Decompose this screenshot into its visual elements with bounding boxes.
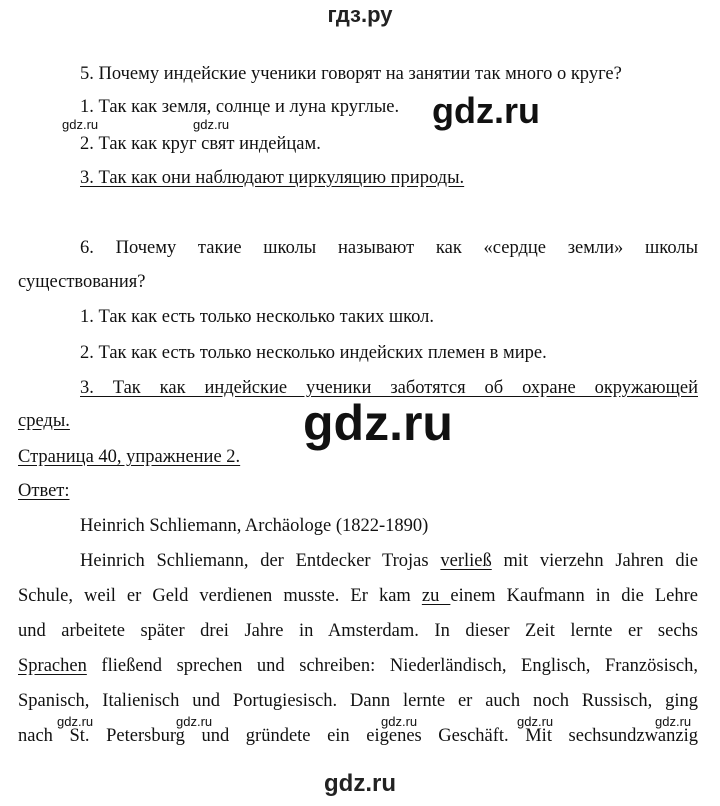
underlined-word: Sprachen — [18, 656, 87, 676]
q5-option-3-answer: 3. Так как они наблюдают циркуляцию природы. — [80, 168, 465, 188]
paragraph-line-4 — [18, 655, 698, 677]
paragraph-line-3: und arbeitete später drei Jahre in Amsterdam. In dieser Zeit lernte er sechs — [18, 621, 698, 641]
watermark-small: gdz.ru — [193, 117, 230, 132]
watermark-small: gdz.ru — [381, 714, 418, 729]
watermark-large: gdz.ru — [303, 395, 453, 451]
page-reference: Страница 40, упражнение 2. — [18, 447, 241, 467]
answer-label: Ответ: — [18, 481, 70, 501]
watermark-small: gdz.ru — [517, 714, 554, 729]
paragraph-line-2 — [18, 585, 698, 607]
paragraph-line-5: Spanisch, Italienisch und Portugiesisch. Dann lernte er auch noch Russisch, ging — [18, 691, 698, 711]
underlined-word: zu — [421, 586, 451, 606]
q5-option-1: 1. Так как земля, солнце и луна круглые. — [80, 97, 400, 117]
question-6-line-2: существования? — [18, 272, 146, 292]
q6-option-2: 2. Так как есть только несколько индейских племен в мире. — [80, 343, 547, 363]
paragraph-line-1 — [80, 550, 698, 572]
text-title: Heinrich Schliemann, Archäologe (1822-1890) — [80, 516, 429, 536]
footer-watermark: gdz.ru — [324, 770, 396, 797]
site-header: гдз.ру — [327, 2, 393, 27]
watermark-small: gdz.ru — [62, 117, 99, 132]
text-segment: Schule, weil er Geld verdienen musste. Er kam — [18, 586, 422, 606]
text-segment: mit vierzehn Jahren die — [491, 551, 698, 571]
watermark-small: gdz.ru — [57, 714, 94, 729]
text-segment: Heinrich Schliemann, der Entdecker Trojas — [80, 551, 441, 571]
q6-option-1: 1. Так как есть только несколько таких школ. — [80, 307, 435, 327]
watermark-small: gdz.ru — [176, 714, 213, 729]
watermark-small: gdz.ru — [655, 714, 692, 729]
q6-option-3-answer-line-2: среды. — [18, 411, 70, 431]
question-5: 5. Почему индейские ученики говорят на занятии так много о круге? — [80, 64, 622, 84]
paragraph-line-6: nach St. Petersburg und gründete ein eigenes Geschäft. Mit sechsundzwanzig — [18, 726, 698, 746]
text-segment: einem Kaufmann in die Lehre — [450, 586, 698, 606]
watermark-large: gdz.ru — [432, 90, 540, 131]
q5-option-2: 2. Так как круг свят индейцам. — [80, 134, 321, 154]
q6-option-3-answer-line-1: 3. Так как индейские ученики заботятся об охране окружающей — [80, 378, 698, 398]
question-6-line-1: 6. Почему такие школы называют как «сердце земли» школы — [80, 238, 698, 258]
text-segment: fließend sprechen und schreiben: Niederländisch, Englisch, Französisch, — [86, 656, 698, 676]
underlined-word: verließ — [440, 551, 492, 571]
